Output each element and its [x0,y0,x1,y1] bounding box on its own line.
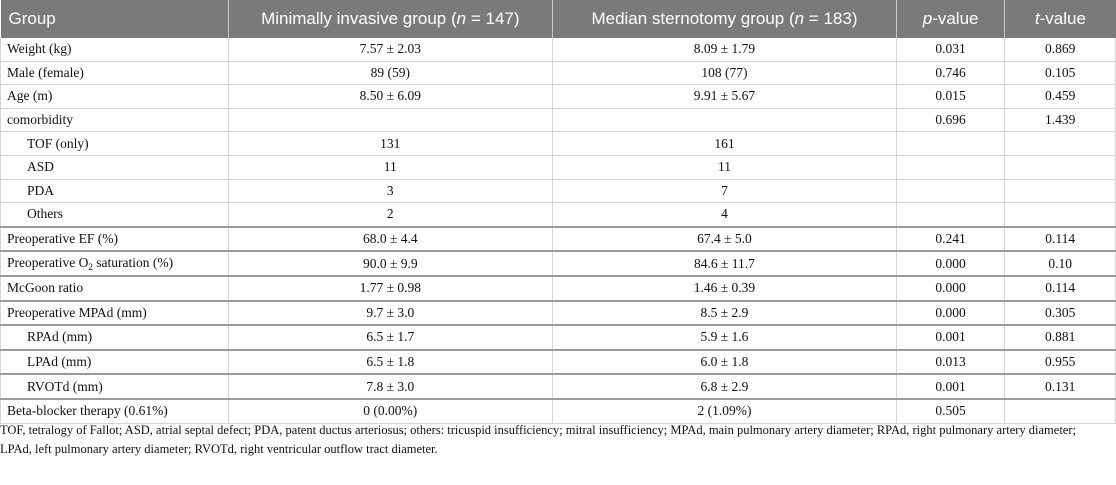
cell-t: 0.131 [1005,374,1116,399]
row-label: RVOTd (mm) [1,374,229,399]
cell-p [896,155,1004,179]
header-ms-count: = 183) [804,9,858,28]
cell-p: 0.000 [896,251,1004,276]
header-row [1,0,1116,38]
table-row [1,38,1116,61]
cell-mi: 6.5 ± 1.8 [228,350,552,375]
cell-p: 0.013 [896,350,1004,375]
cell-t: 0.955 [1005,350,1116,375]
row-label: ASD [1,155,229,179]
row-label: Preoperative MPAd (mm) [1,301,229,326]
cell-ms: 5.9 ± 1.6 [553,325,897,350]
cell-p: 0.001 [896,374,1004,399]
cell-ms: 9.91 ± 5.67 [553,85,897,109]
cell-p [896,203,1004,227]
row-label-post: saturation (%) [92,255,174,271]
cell-p: 0.001 [896,325,1004,350]
row-label: Beta-blocker therapy (0.61%) [1,399,229,423]
cell-mi: 11 [228,155,552,179]
table-row [1,374,1116,399]
header-t-value [1005,0,1116,38]
row-label: PDA [1,179,229,203]
row-label: comorbidity [1,108,229,132]
header-ms-n: n [794,9,805,28]
table-row [1,108,1116,132]
header-ms-label: Median sternotomy group ( [591,9,795,28]
cell-t: 0.114 [1005,276,1116,301]
cell-ms: 6.0 ± 1.8 [553,350,897,375]
cell-ms: 161 [553,132,897,156]
cell-ms: 108 (77) [553,61,897,85]
cell-ms: 4 [553,203,897,227]
row-label: Weight (kg) [1,38,229,61]
table-row [1,155,1116,179]
header-mi-label: Minimally invasive group ( [261,9,457,28]
row-label: RPAd (mm) [1,325,229,350]
cell-mi: 90.0 ± 9.9 [228,251,552,276]
row-label: LPAd (mm) [1,350,229,375]
cell-ms: 8.5 ± 2.9 [553,301,897,326]
cell-mi: 89 (59) [228,61,552,85]
header-mi-count: = 147) [466,9,520,28]
row-label: Age (m) [1,85,229,109]
cell-p: 0.696 [896,108,1004,132]
cell-t: 0.114 [1005,227,1116,252]
cell-mi: 7.57 ± 2.03 [228,38,552,61]
cell-p: 0.241 [896,227,1004,252]
cell-t [1005,203,1116,227]
cell-mi: 8.50 ± 6.09 [228,85,552,109]
cell-t: 0.105 [1005,61,1116,85]
cell-p: 0.031 [896,38,1004,61]
row-label-pre: Preoperative O [7,255,89,271]
cell-ms: 84.6 ± 11.7 [553,251,897,276]
row-label: Others [1,203,229,227]
cell-t: 0.869 [1005,38,1116,61]
table-row [1,61,1116,85]
cell-mi: 131 [228,132,552,156]
cell-t [1005,155,1116,179]
header-median-sternotomy [553,0,897,38]
header-p-rest: -value [932,9,979,28]
table-row [1,132,1116,156]
table-header [1,0,1116,38]
row-label-sub: 2 [88,262,93,273]
cell-mi [228,108,552,132]
cell-t: 0.881 [1005,325,1116,350]
table-row [1,301,1116,326]
cell-t [1005,179,1116,203]
cell-ms: 6.8 ± 2.9 [553,374,897,399]
table-row [1,179,1116,203]
cell-p [896,132,1004,156]
cell-ms: 67.4 ± 5.0 [553,227,897,252]
header-mi-n: n [456,9,467,28]
cell-t: 1.439 [1005,108,1116,132]
row-label: TOF (only) [1,132,229,156]
cell-mi: 0 (0.00%) [228,399,552,423]
row-label [1,251,229,276]
cell-mi: 1.77 ± 0.98 [228,276,552,301]
row-label: Preoperative EF (%) [1,227,229,252]
cell-p [896,179,1004,203]
cell-t: 0.305 [1005,301,1116,326]
cell-p: 0.746 [896,61,1004,85]
cell-ms: 1.46 ± 0.39 [553,276,897,301]
header-minimally-invasive [228,0,552,38]
cell-ms: 11 [553,155,897,179]
table-row [1,85,1116,109]
cell-t [1005,132,1116,156]
cell-mi: 6.5 ± 1.7 [228,325,552,350]
cell-mi: 7.8 ± 3.0 [228,374,552,399]
cell-p: 0.015 [896,85,1004,109]
table-row [1,203,1116,227]
cell-mi: 9.7 ± 3.0 [228,301,552,326]
row-label: McGoon ratio [1,276,229,301]
table-row [1,350,1116,375]
table-row [1,276,1116,301]
header-p-value [896,0,1004,38]
table-body [1,38,1116,423]
cell-p: 0.000 [896,276,1004,301]
cell-t: 0.10 [1005,251,1116,276]
header-group: Group [1,0,229,38]
table-footnote: TOF, tetralogy of Fallot; ASD, atrial septal defect; PDA, patent ductus arteriosus; others: tricuspid insufficiency; mitral insufficiency; MPAd, main pulmonary artery diameter; RPAd, right pulmonary artery diameter; LPAd, left pulmonary artery diameter; RVOTd, right ventricular outflow tract diameter. [0,423,1076,456]
cell-ms: 7 [553,179,897,203]
header-t-italic: t [1034,9,1040,28]
cell-mi: 2 [228,203,552,227]
table-row [1,325,1116,350]
table-row [1,227,1116,252]
header-p-italic: p [922,9,933,28]
cell-ms [553,108,897,132]
header-t-rest: -value [1039,9,1086,28]
cell-ms: 8.09 ± 1.79 [553,38,897,61]
row-label: Male (female) [1,61,229,85]
cell-mi: 68.0 ± 4.4 [228,227,552,252]
table-row [1,399,1116,423]
table-row [1,251,1116,276]
cell-mi: 3 [228,179,552,203]
cell-t [1005,399,1116,423]
cell-t: 0.459 [1005,85,1116,109]
cell-p: 0.505 [896,399,1004,423]
cell-ms: 2 (1.09%) [553,399,897,423]
cell-p: 0.000 [896,301,1004,326]
